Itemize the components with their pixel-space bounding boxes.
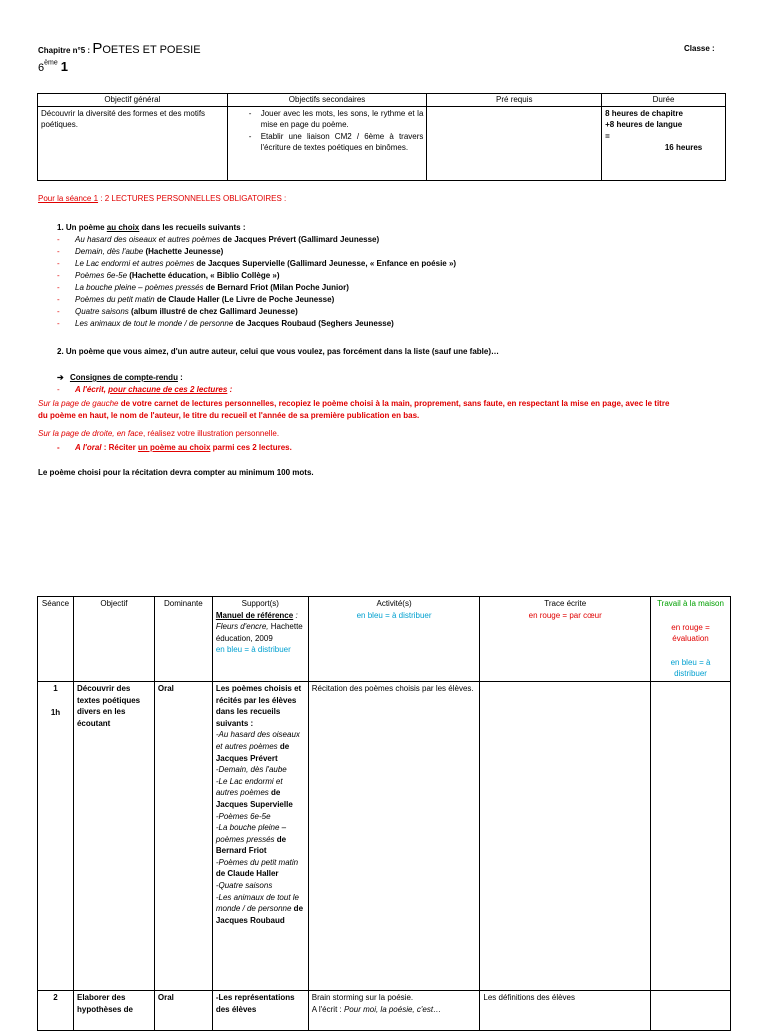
table-row — [38, 990, 731, 1030]
droite-line — [38, 428, 279, 440]
seance-trace — [480, 681, 651, 990]
activite-line-2-prefix: A l'écrit : — [311, 1004, 344, 1014]
seance-support: -Les représentations des élèves — [212, 990, 308, 1030]
support-publisher: Hachette éducation, 2009 — [215, 622, 303, 643]
book-list — [57, 234, 717, 330]
item1-prefix: 1. Un poème — [57, 223, 107, 232]
seance-dominante: Oral — [154, 681, 212, 990]
seance-objectif: Découvrir des textes poétiques divers en les écoutant — [73, 681, 154, 990]
ecrit-label: A l'écrit, — [75, 385, 109, 394]
trace-title: Trace écrite — [544, 599, 587, 608]
book-item — [57, 282, 717, 294]
seance1-title-rest: : 2 LECTURES PERSONNELLES OBLIGATOIRES : — [98, 194, 287, 203]
list-dash: - — [57, 247, 60, 256]
arrow-icon: ➔ — [57, 373, 64, 382]
ecrit-underlined: pour chacune de ces 2 lectures — [108, 385, 228, 394]
chapter-initial: P — [92, 40, 103, 57]
support-item — [216, 776, 305, 811]
seance-travail — [651, 681, 731, 990]
chapter-prefix: Chapitre n°5 : — [38, 46, 93, 55]
duration-chapter: 8 heures de chapitre — [605, 108, 683, 118]
book-title: Les animaux de tout le monde / de personne — [75, 319, 234, 328]
book-author: de Jacques Roubaud (Seghers Jeunesse) — [233, 319, 394, 328]
ecrit-end: : — [227, 385, 233, 394]
level-sup: ème — [44, 59, 58, 67]
duration-equals: = — [605, 131, 610, 141]
book-author: (Hachette éducation, « Biblio Collège ») — [127, 271, 280, 280]
book-item — [57, 270, 717, 282]
support-item — [216, 729, 305, 764]
item2: 2. Un poème que vous aimez, d'un autre auteur, celui que vous voulez, pas forcément dans la liste (sauf une fable)… — [57, 347, 500, 356]
book-title: Poèmes du petit matin — [75, 295, 155, 304]
seance-trace: Les définitions des élèves — [480, 990, 651, 1030]
secondary-objective: - Jouer avec les mots, les sons, le rythme et la mise en page du poème. — [243, 108, 424, 131]
header-duree: Durée — [602, 94, 726, 107]
classe-label: Classe : — [684, 44, 715, 53]
header-travail — [651, 597, 731, 682]
support-item — [216, 857, 305, 880]
seance-number: 2 — [38, 990, 74, 1030]
seance-activite — [308, 990, 480, 1030]
seance-travail — [651, 990, 731, 1030]
activite-line-2-italic: Pour moi, la poésie, c'est… — [343, 1004, 442, 1014]
seance-activite: Récitation des poèmes choisis par les élèves. — [308, 681, 480, 990]
level-group: 1 — [60, 59, 68, 74]
gauche-text-1: de votre carnet de lectures personnelles, recopiez le poème choisi à la main, proprement, sans faute, en respectant la mise en page, avec le titre — [118, 399, 670, 408]
book-item — [57, 258, 717, 270]
travail-legend-blue: en bleu = à distribuer — [670, 657, 711, 679]
secondary-objectives — [227, 106, 427, 180]
book-title: Au hasard des oiseaux et autres poèmes — [75, 235, 221, 244]
support-item — [216, 892, 305, 927]
table-row — [38, 681, 731, 990]
book-item — [57, 294, 717, 306]
book-author: de Claude Haller (Le Livre de Poche Jeunesse) — [154, 295, 335, 304]
consignes-colon: : — [177, 373, 183, 382]
class-level — [38, 58, 68, 76]
support-item — [216, 880, 305, 892]
support-item-title: -Demain, dès l'aube — [215, 765, 287, 775]
support-book: : Fleurs d'encre, — [215, 610, 298, 632]
book-title: La bouche pleine – poèmes pressés — [75, 283, 204, 292]
book-author: de Jacques Prévert (Gallimard Jeunesse) — [220, 235, 380, 244]
droite-label: Sur la page de droite, en face — [38, 429, 143, 438]
support-item-author: de Claude Haller — [215, 869, 279, 879]
item1-underlined: au choix — [106, 223, 140, 232]
seance-dominante: Oral — [154, 990, 212, 1030]
support-item-author: de Bernard Friot — [215, 834, 287, 856]
mots-requirement: Le poème choisi pour la récitation devra compter au minimum 100 mots. — [38, 468, 314, 477]
header-activite — [308, 597, 480, 682]
level-number: 6 — [38, 62, 45, 74]
header-objectifs-secondaires: Objectifs secondaires — [227, 94, 427, 107]
general-objective: Découvrir la diversité des formes et des motifs poétiques. — [38, 106, 228, 180]
book-item — [57, 306, 717, 318]
seance-support — [212, 681, 308, 990]
oral-text-1: : Réciter — [101, 443, 138, 452]
list-dash: - — [57, 235, 60, 244]
book-author: de Bernard Friot (Milan Poche Junior) — [203, 283, 349, 292]
support-item-title: -Les animaux de tout le monde / de personne — [215, 892, 300, 914]
trace-legend: en rouge = par cœur — [528, 610, 602, 620]
list-dash: - — [57, 307, 60, 316]
list-dash: - — [57, 271, 60, 280]
seance-number — [38, 681, 74, 990]
travail-legend-red: en rouge = évaluation — [671, 622, 710, 644]
book-author: (Hachette Jeunesse) — [143, 247, 224, 256]
oral-text-2: parmi ces 2 lectures. — [210, 443, 292, 452]
book-item — [57, 246, 717, 258]
droite-text: , réalisez votre illustration personnelle. — [142, 429, 280, 438]
support-item-title: -Poèmes 6e-5e — [215, 811, 271, 821]
consignes-label: Consignes de compte-rendu — [69, 373, 178, 382]
item1-heading — [57, 222, 246, 234]
book-title: Quatre saisons — [75, 307, 129, 316]
support-item-author: de Jacques Supervielle — [215, 788, 293, 809]
duration-cell — [602, 106, 726, 180]
support-item-title: -Au hasard des oiseaux et autres poèmes — [215, 730, 300, 751]
seance1-title-underlined: Pour la séance 1 — [38, 194, 99, 203]
seance-num: 1 — [53, 683, 58, 693]
oral-underlined: un poème au choix — [137, 443, 211, 452]
book-author: (album illustré de chez Gallimard Jeunesse) — [128, 307, 298, 316]
gauche-label: Sur la page de gauche — [38, 399, 119, 408]
book-title: Poèmes 6e-5e — [75, 271, 128, 280]
book-author: de Jacques Supervielle (Gallimard Jeunesse, « Enfance en poésie ») — [194, 259, 457, 268]
header-objectif: Objectif — [73, 597, 154, 682]
header-seance: Séance — [38, 597, 74, 682]
list-dash: - — [57, 283, 60, 292]
book-item — [57, 234, 717, 246]
item1-rest: dans les recueils suivants : — [139, 223, 246, 232]
header-prerequis: Pré requis — [427, 94, 602, 107]
list-dash: - — [57, 319, 60, 328]
oral-line: - A l'oral : Réciter un poème au choix parmi ces 2 lectures. — [57, 443, 292, 452]
header-dominante: Dominante — [154, 597, 212, 682]
support-item-title: -Poèmes du petit matin — [215, 857, 299, 867]
support-item-title: -Le Lac endormi et autres poèmes — [215, 776, 283, 798]
book-item — [57, 318, 717, 330]
gauche-paragraph — [38, 398, 728, 422]
book-title: Demain, dès l'aube — [75, 247, 144, 256]
support-legend: en bleu = à distribuer — [215, 645, 291, 655]
travail-title: Travail à la maison — [657, 599, 724, 608]
activite-legend: en bleu = à distribuer — [356, 610, 432, 620]
support-item-title: -Quatre saisons — [215, 881, 273, 891]
oral-label: A l'oral — [75, 443, 102, 452]
seance1-title — [38, 193, 286, 205]
support-item-author: de Jacques Roubaud — [215, 904, 304, 925]
objectives-table — [37, 93, 726, 181]
ecrit-line: - A l'écrit, pour chacune de ces 2 lectures : — [57, 385, 233, 394]
header-support — [212, 597, 308, 682]
support-item — [216, 811, 305, 823]
support-item — [216, 764, 305, 776]
duration-total: 16 heures — [664, 143, 703, 153]
seance-objectif: Elaborer des hypothèses de — [73, 990, 154, 1030]
header-objectif-general: Objectif général — [38, 94, 228, 107]
support-intro: Les poèmes choisis et récités par les élèves dans les recueils suivants : — [215, 683, 302, 728]
secondary-objective: - Etablir une liaison CM2 / 6ème à travers l'écriture de textes poétiques en binômes. — [243, 131, 424, 154]
duration-langue: +8 heures de langue — [605, 120, 683, 130]
seance-hours: 1h — [50, 707, 61, 717]
chapter-title — [38, 40, 201, 58]
book-title: Le Lac endormi et autres poèmes — [75, 259, 195, 268]
activite-title: Activité(s) — [376, 599, 412, 608]
list-dash: - — [57, 295, 60, 304]
support-item-author: de Jacques Prévert — [215, 741, 290, 763]
sessions-table — [37, 596, 731, 1031]
support-manuel: Manuel de référence — [215, 610, 294, 620]
support-item — [216, 822, 305, 857]
chapter-name: OETES ET POESIE — [102, 44, 201, 56]
support-title: Support(s) — [241, 599, 279, 608]
header-trace — [480, 597, 651, 682]
activite-line-1: Brain storming sur la poésie. — [311, 992, 414, 1002]
list-dash: - — [57, 259, 60, 268]
support-items — [216, 729, 305, 926]
consignes-heading — [57, 372, 183, 384]
gauche-text-2: du poème en haut, le nom de l'auteur, le titre du recueil et l'année de sa première publication en bas. — [38, 411, 420, 420]
prerequis-cell — [427, 106, 602, 180]
support-item-title: -La bouche pleine – poèmes pressés — [215, 823, 287, 844]
